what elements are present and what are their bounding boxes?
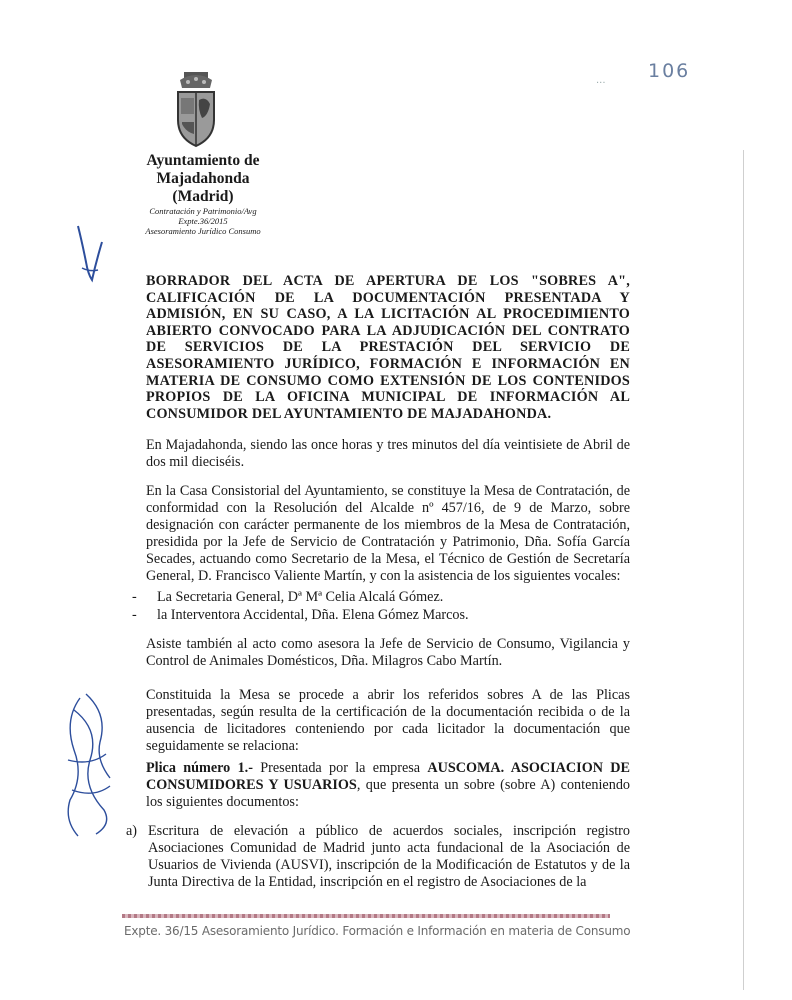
letterhead: [128, 152, 278, 236]
plica-company: AUSCOMA. ASOCIACION DE CONSUMIDORES Y USUARIOS: [146, 760, 630, 793]
page-number: 106: [648, 60, 691, 82]
paragraph-place-date: En Majadahonda, siendo las once horas y tres minutos del día veintisiete de Abril de dos mil dieciséis.: [146, 437, 630, 470]
paragraph-constitution: En la Casa Consistorial del Ayuntamiento, se constituye la Mesa de Contratación, de conformidad con la Resolución del Alcalde nº 457/16, de 9 de Marzo, sobre designación con carácter permanente de los miembros de la Mesa de Contratación, presidida por la Jefe de Servicio de Contratación y Patrimonio, Dña. Sofía García Secades, actuando como Secretario de la Mesa, el Técnico de Gestión de Secretaría General, D. Francisco Valiente Martín, y con la asistencia de los siguientes vocales:: [146, 483, 630, 584]
document-item: [126, 823, 630, 891]
list-item-text: La Secretaria General, Dª Mª Celia Alcalá Gómez.: [157, 589, 444, 605]
item-text: Escritura de elevación a público de acuerdos sociales, inscripción registro Asociaciones Comunidad de Madrid junto acta fundacional de la Asociación de Usuarios de Vivienda (AUSVI), inscripción de la Modificación de Estatutos y de la Junta Directiva de la Entidad, inscripción en el registro de Asociaciones de la: [148, 823, 630, 890]
paragraph-advisor: Asiste también al acto como asesora la Jefe de Servicio de Consumo, Vigilancia y Control de Animales Domésticos, Dña. Milagros Cabo Martín.: [146, 636, 630, 669]
org-name-line1: Ayuntamiento de: [146, 152, 260, 169]
page-edge: [743, 150, 744, 990]
department: Contratación y Patrimonio/Avg: [149, 206, 257, 216]
org-name-line3: (Madrid): [172, 188, 234, 205]
subject-line: Asesoramiento Jurídico Consumo: [145, 226, 261, 236]
org-name-line2: Majadahonda: [156, 170, 250, 187]
coat-of-arms-icon: [172, 70, 220, 150]
list-item: [132, 607, 592, 625]
vocales-list: [132, 589, 592, 624]
page-number-mark: ...: [596, 75, 606, 86]
plica-paragraph: [146, 760, 630, 811]
paragraph-opening: Constituida la Mesa se procede a abrir los referidos sobres A de las Plicas presentadas, según resulta de la certificación de la documentación recibida o de la ausencia de licitadores conteniendo por cada licitador la documentación que seguidamente se relaciona:: [146, 687, 630, 754]
signature-icon: [60, 690, 120, 840]
footer-rule: [122, 914, 610, 918]
plica-text: Presentada por la empresa: [252, 760, 428, 776]
list-item: [132, 589, 592, 607]
list-dash: -: [132, 589, 137, 605]
list-item-text: la Interventora Accidental, Dña. Elena Gómez Marcos.: [157, 606, 469, 623]
plica-number: Plica número 1.-: [146, 760, 253, 776]
item-label: a): [126, 823, 138, 839]
file-reference: Expte.36/2015: [178, 216, 228, 226]
check-mark-icon: [72, 222, 108, 286]
document-title: BORRADOR DEL ACTA DE APERTURA DE LOS "SOBRES A", CALIFICACIÓN DE LA DOCUMENTACIÓN PRESENTADA Y ADMISIÓN, EN SU CASO, A LA LICITACIÓN AL PROCEDIMIENTO ABIERTO CONVOCADO PARA LA ADJUDICACIÓN DEL CONTRATO DE SERVICIOS DE LA PRESTACIÓN DEL SERVICIO DE ASESORAMIENTO JURÍDICO, FORMACIÓN E INFORMACIÓN EN MATERIA DE CONSUMO COMO EXTENSIÓN DE LOS CONTENIDOS PROPIOS DE LA OFICINA MUNICIPAL DE INFORMACIÓN AL CONSUMIDOR DEL AYUNTAMIENTO DE MAJADAHONDA.: [146, 273, 630, 422]
list-dash: -: [132, 606, 137, 623]
footer-text: Expte. 36/15 Asesoramiento Jurídico. Formación e Información en materia de Consumo: [124, 924, 631, 938]
plica-text-tail: , que presenta un sobre (sobre A) conteniendo los siguientes documentos:: [146, 777, 631, 810]
